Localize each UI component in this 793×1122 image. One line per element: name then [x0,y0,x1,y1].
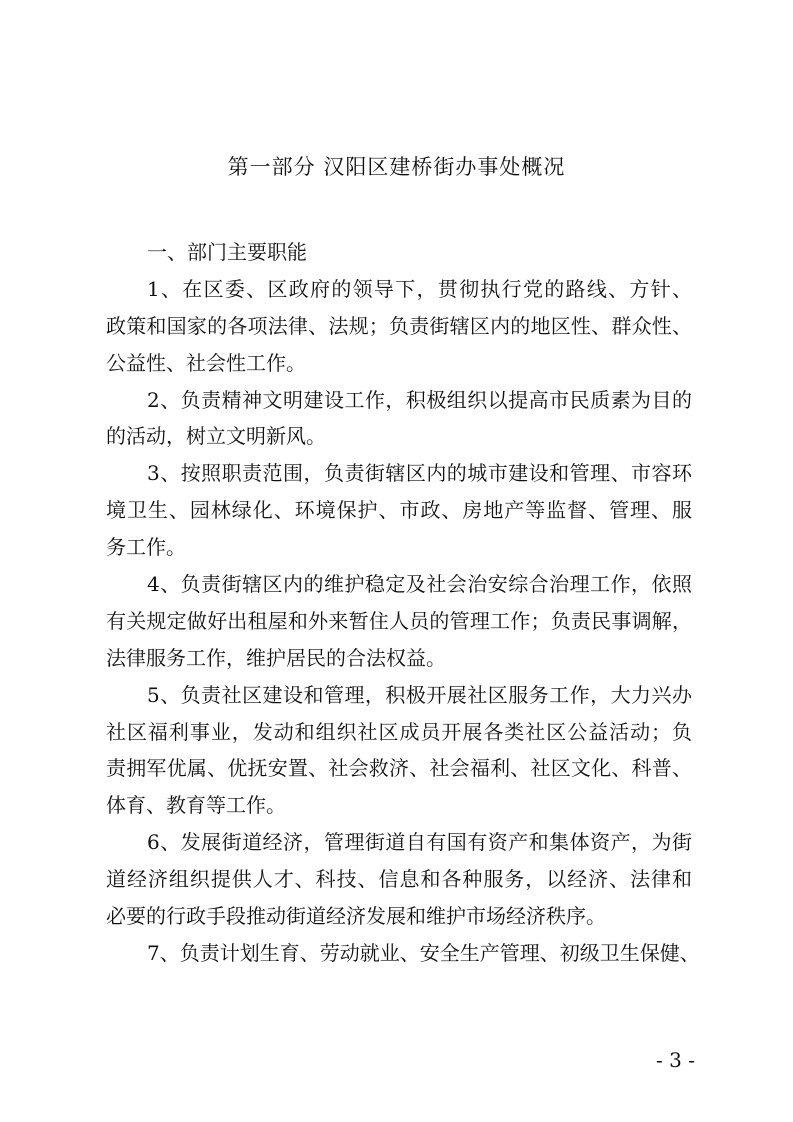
paragraph [106,455,692,566]
paragraph-line: 公益性、社会性工作。 [106,350,306,375]
page-number: - 3 - [656,1048,695,1072]
section-heading: 一、部门主要职能 [147,240,307,264]
paragraph-line: 有关规定做好出租屋和外来暂住人员的管理工作；负责民事调解， [106,608,692,633]
paragraph-line: 境卫生、园林绿化、环境保护、市政、房地产等监督、管理、服 [106,498,692,523]
paragraph [106,566,692,677]
paragraph-line: 6、发展街道经济，管理街道自有国有资产和集体资产，为街 [147,830,692,855]
paragraph-line: 3、按照职责范围，负责街辖区内的城市建设和管理、市容环 [147,461,692,486]
paragraph-line: 的活动，树立文明新风。 [106,424,326,449]
document-title: 第一部分 汉阳区建桥街办事处概况 [227,155,566,179]
paragraph-line: 道经济组织提供人才、科技、信息和各种服务，以经济、法律和 [106,867,692,892]
paragraph [106,935,700,972]
paragraph-line: 务工作。 [106,535,186,560]
paragraph-line: 社区福利事业，发动和组织社区成员开展各类社区公益活动；负 [106,719,692,744]
paragraph-line: 责拥军优属、优抚安置、社会救济、社会福利、社区文化、科普、 [106,756,692,781]
paragraph-line: 7、负责计划生育、劳动就业、安全生产管理、初级卫生保健、 [147,940,700,965]
paragraph-line: 法律服务工作，维护居民的合法权益。 [106,645,446,670]
paragraph-line: 4、负责街辖区内的维护稳定及社会治安综合治理工作，依照 [147,572,692,597]
paragraph-line: 必要的行政手段推动街道经济发展和维护市场经济秩序。 [106,904,606,929]
paragraph [106,382,692,456]
paragraph [106,677,692,825]
paragraph [106,271,692,382]
paragraph-line: 2、负责精神文明建设工作，积极组织以提高市民质素为目的 [147,387,692,412]
paragraph [106,824,692,935]
paragraph-line: 政策和国家的各项法律、法规；负责街辖区内的地区性、群众性、 [106,313,692,338]
paragraph-line: 5、负责社区建设和管理，积极开展社区服务工作，大力兴办 [147,682,692,707]
document-body [106,234,700,972]
paragraph-line: 体育、教育等工作。 [106,793,286,818]
paragraph-line: 1、在区委、区政府的领导下，贯彻执行党的路线、方针、 [147,276,692,301]
